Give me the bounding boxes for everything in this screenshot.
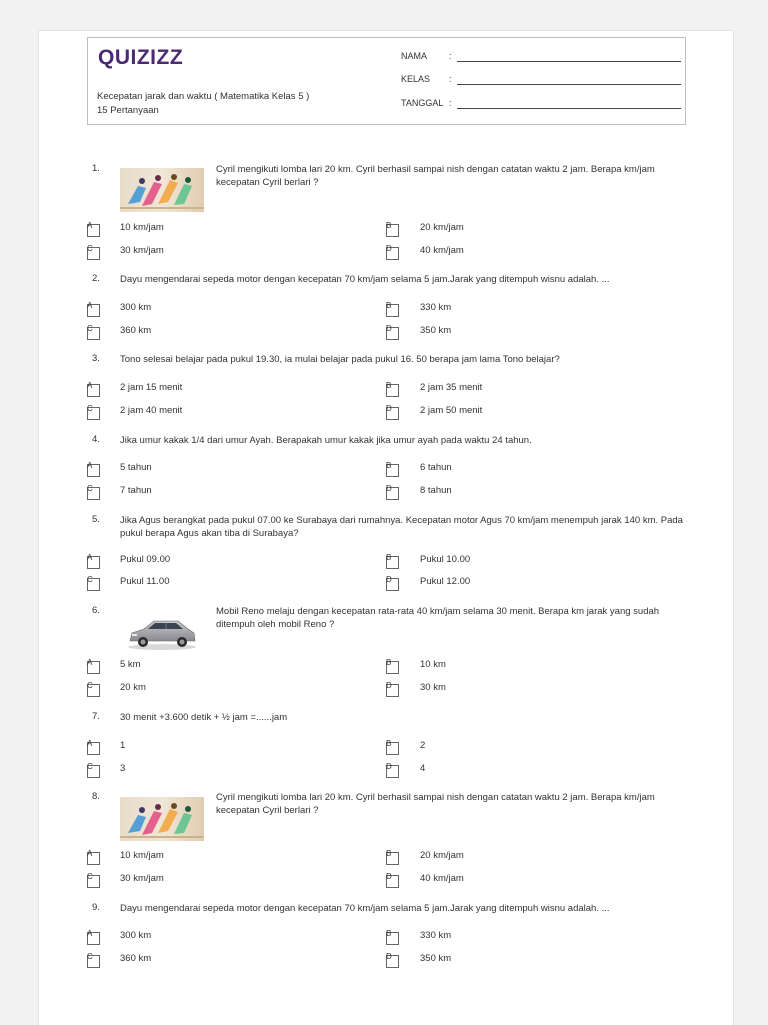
- runners-image: [120, 797, 204, 841]
- option-key: A: [87, 301, 93, 310]
- option-text: 2: [420, 740, 426, 751]
- option-checkbox-a[interactable]: [87, 849, 100, 865]
- option-text: 360 km: [120, 953, 152, 964]
- option-checkbox-d[interactable]: [386, 872, 399, 888]
- option-text: 5 tahun: [120, 462, 152, 473]
- option-text: 30 km/jam: [120, 873, 164, 884]
- option-checkbox-d[interactable]: [386, 575, 399, 591]
- option-checkbox-d[interactable]: [386, 762, 399, 778]
- name-line[interactable]: [457, 61, 681, 62]
- option-key: B: [386, 739, 392, 748]
- option-key: D: [386, 681, 392, 690]
- option-key: C: [87, 404, 93, 413]
- option-checkbox-c[interactable]: [87, 404, 100, 420]
- option-text: 2 jam 35 menit: [420, 382, 483, 393]
- option-checkbox-a[interactable]: [87, 381, 100, 397]
- option-checkbox-a[interactable]: [87, 461, 100, 477]
- option-key: A: [87, 221, 93, 230]
- option-checkbox-b[interactable]: [386, 929, 399, 945]
- option-text: 10 km/jam: [120, 222, 164, 233]
- car-image: [124, 611, 200, 653]
- option-text: 20 km: [120, 682, 146, 693]
- option-checkbox-c[interactable]: [87, 244, 100, 260]
- option-text: 40 km/jam: [420, 873, 464, 884]
- option-checkbox-c[interactable]: [87, 681, 100, 697]
- quizizz-logo: QUIZIZZ: [98, 46, 184, 69]
- option-key: D: [386, 324, 392, 333]
- question-number: 6.: [92, 605, 100, 616]
- date-field[interactable]: TANGGAL :: [401, 98, 457, 108]
- option-checkbox-d[interactable]: [386, 484, 399, 500]
- option-checkbox-c[interactable]: [87, 484, 100, 500]
- option-checkbox-b[interactable]: [386, 381, 399, 397]
- option-checkbox-c[interactable]: [87, 324, 100, 340]
- option-checkbox-b[interactable]: [386, 849, 399, 865]
- name-field[interactable]: NAMA :: [401, 51, 457, 61]
- option-checkbox-b[interactable]: [386, 461, 399, 477]
- date-label: TANGGAL: [401, 98, 444, 108]
- option-checkbox-a[interactable]: [87, 301, 100, 317]
- option-text: 10 km: [420, 659, 446, 670]
- option-text: 6 tahun: [420, 462, 452, 473]
- option-checkbox-b[interactable]: [386, 658, 399, 674]
- option-text: 30 km/jam: [120, 245, 164, 256]
- option-key: A: [87, 739, 93, 748]
- question-number: 3.: [92, 353, 100, 364]
- name-label: NAMA: [401, 51, 428, 61]
- option-key: D: [386, 244, 392, 253]
- option-key: B: [386, 929, 392, 938]
- option-checkbox-b[interactable]: [386, 739, 399, 755]
- question-count: 15 Pertanyaan: [97, 105, 159, 116]
- date-line[interactable]: [457, 108, 681, 109]
- option-text: Pukul 12.00: [420, 576, 471, 587]
- class-line[interactable]: [457, 84, 681, 85]
- option-text: Pukul 10.00: [420, 554, 471, 565]
- runners-image: [120, 168, 204, 212]
- question-text: Dayu mengendarai sepeda motor dengan kecepatan 70 km/jam selama 5 jam.Jarak yang ditempuh wisnu adalah. ...: [120, 274, 610, 285]
- option-key: C: [87, 762, 93, 771]
- option-key: B: [386, 553, 392, 562]
- question-text: Cyril mengikuti lomba lari 20 km. Cyril berhasil sampai nish dengan catatan waktu 2 jam. Berapa km/jam kecepatan Cyril berlari ?: [216, 792, 655, 816]
- option-text: 7 tahun: [120, 485, 152, 496]
- option-key: A: [87, 929, 93, 938]
- option-checkbox-d[interactable]: [386, 324, 399, 340]
- question-text: Dayu mengendarai sepeda motor dengan kecepatan 70 km/jam selama 5 jam.Jarak yang ditempuh wisnu adalah. ...: [120, 903, 610, 914]
- question-text: 30 menit +3.600 detik + ½ jam =......jam: [120, 712, 288, 723]
- option-key: A: [87, 461, 93, 470]
- option-checkbox-c[interactable]: [87, 952, 100, 968]
- option-text: 5 km: [120, 659, 141, 670]
- option-text: 360 km: [120, 325, 152, 336]
- option-checkbox-d[interactable]: [386, 681, 399, 697]
- option-key: B: [386, 461, 392, 470]
- question-number: 7.: [92, 711, 100, 722]
- option-key: D: [386, 872, 392, 881]
- option-text: 330 km: [420, 302, 452, 313]
- option-checkbox-d[interactable]: [386, 952, 399, 968]
- option-checkbox-c[interactable]: [87, 872, 100, 888]
- option-checkbox-a[interactable]: [87, 221, 100, 237]
- option-key: B: [386, 301, 392, 310]
- class-field[interactable]: KELAS :: [401, 74, 457, 84]
- option-key: C: [87, 681, 93, 690]
- option-text: 8 tahun: [420, 485, 452, 496]
- option-key: D: [386, 484, 392, 493]
- option-checkbox-b[interactable]: [386, 301, 399, 317]
- worksheet-header: [87, 37, 686, 125]
- option-text: 30 km: [420, 682, 446, 693]
- option-key: A: [87, 849, 93, 858]
- question-number: 5.: [92, 514, 100, 525]
- option-text: 10 km/jam: [120, 850, 164, 861]
- option-key: C: [87, 952, 93, 961]
- question-text: Cyril mengikuti lomba lari 20 km. Cyril berhasil sampai nish dengan catatan waktu 2 jam. Berapa km/jam kecepatan Cyril berlari ?: [216, 164, 655, 188]
- option-text: 3: [120, 763, 126, 774]
- option-checkbox-b[interactable]: [386, 221, 399, 237]
- option-checkbox-d[interactable]: [386, 244, 399, 260]
- option-text: Pukul 09.00: [120, 554, 171, 565]
- question-number: 9.: [92, 902, 100, 913]
- option-text: 2 jam 50 menit: [420, 405, 483, 416]
- option-text: 300 km: [120, 930, 152, 941]
- option-key: D: [386, 762, 392, 771]
- question-number: 1.: [92, 163, 100, 174]
- option-text: 40 km/jam: [420, 245, 464, 256]
- option-key: C: [87, 484, 93, 493]
- option-key: B: [386, 658, 392, 667]
- option-checkbox-a[interactable]: [87, 929, 100, 945]
- option-key: A: [87, 553, 93, 562]
- option-key: C: [87, 324, 93, 333]
- option-checkbox-c[interactable]: [87, 575, 100, 591]
- option-key: C: [87, 244, 93, 253]
- option-checkbox-b[interactable]: [386, 553, 399, 569]
- option-key: D: [386, 404, 392, 413]
- question-text: Mobil Reno melaju dengan kecepatan rata-rata 40 km/jam selama 30 menit. Berapa km jarak yang sudah ditempuh oleh mobil Reno ?: [216, 606, 660, 630]
- option-checkbox-a[interactable]: [87, 553, 100, 569]
- option-text: 4: [420, 763, 426, 774]
- option-key: C: [87, 872, 93, 881]
- option-checkbox-a[interactable]: [87, 739, 100, 755]
- question-text: Jika umur kakak 1/4 dari umur Ayah. Berapakah umur kakak jika umur ayah pada waktu 24 tahun.: [120, 435, 532, 446]
- option-text: 330 km: [420, 930, 452, 941]
- worksheet-title: Kecepatan jarak dan waktu ( Matematika Kelas 5 ): [97, 91, 310, 102]
- option-key: A: [87, 381, 93, 390]
- option-text: 350 km: [420, 953, 452, 964]
- option-key: B: [386, 849, 392, 858]
- option-key: C: [87, 575, 93, 584]
- option-text: 1: [120, 740, 126, 751]
- option-text: 20 km/jam: [420, 850, 464, 861]
- question-number: 4.: [92, 434, 100, 445]
- option-key: D: [386, 952, 392, 961]
- option-text: 20 km/jam: [420, 222, 464, 233]
- option-checkbox-c[interactable]: [87, 762, 100, 778]
- worksheet-page: [38, 30, 734, 1025]
- option-text: Pukul 11.00: [120, 576, 170, 587]
- option-text: 2 jam 40 menit: [120, 405, 183, 416]
- question-number: 2.: [92, 273, 100, 284]
- option-key: B: [386, 381, 392, 390]
- option-checkbox-a[interactable]: [87, 658, 100, 674]
- option-text: 350 km: [420, 325, 452, 336]
- option-key: A: [87, 658, 93, 667]
- option-key: D: [386, 575, 392, 584]
- option-text: 300 km: [120, 302, 152, 313]
- question-text: Tono selesai belajar pada pukul 19.30, ia mulai belajar pada pukul 16. 50 berapa jam lama Tono belajar?: [120, 354, 560, 365]
- question-number: 8.: [92, 791, 100, 802]
- option-key: B: [386, 221, 392, 230]
- question-text: Jika Agus berangkat pada pukul 07.00 ke Surabaya dari rumahnya. Kecepatan motor Agus 70 km/jam menempuh jarak 140 km. Pada pukul berapa Agus akan tiba di Surabaya?: [120, 515, 683, 539]
- option-checkbox-d[interactable]: [386, 404, 399, 420]
- option-text: 2 jam 15 menit: [120, 382, 183, 393]
- class-label: KELAS: [401, 74, 431, 84]
